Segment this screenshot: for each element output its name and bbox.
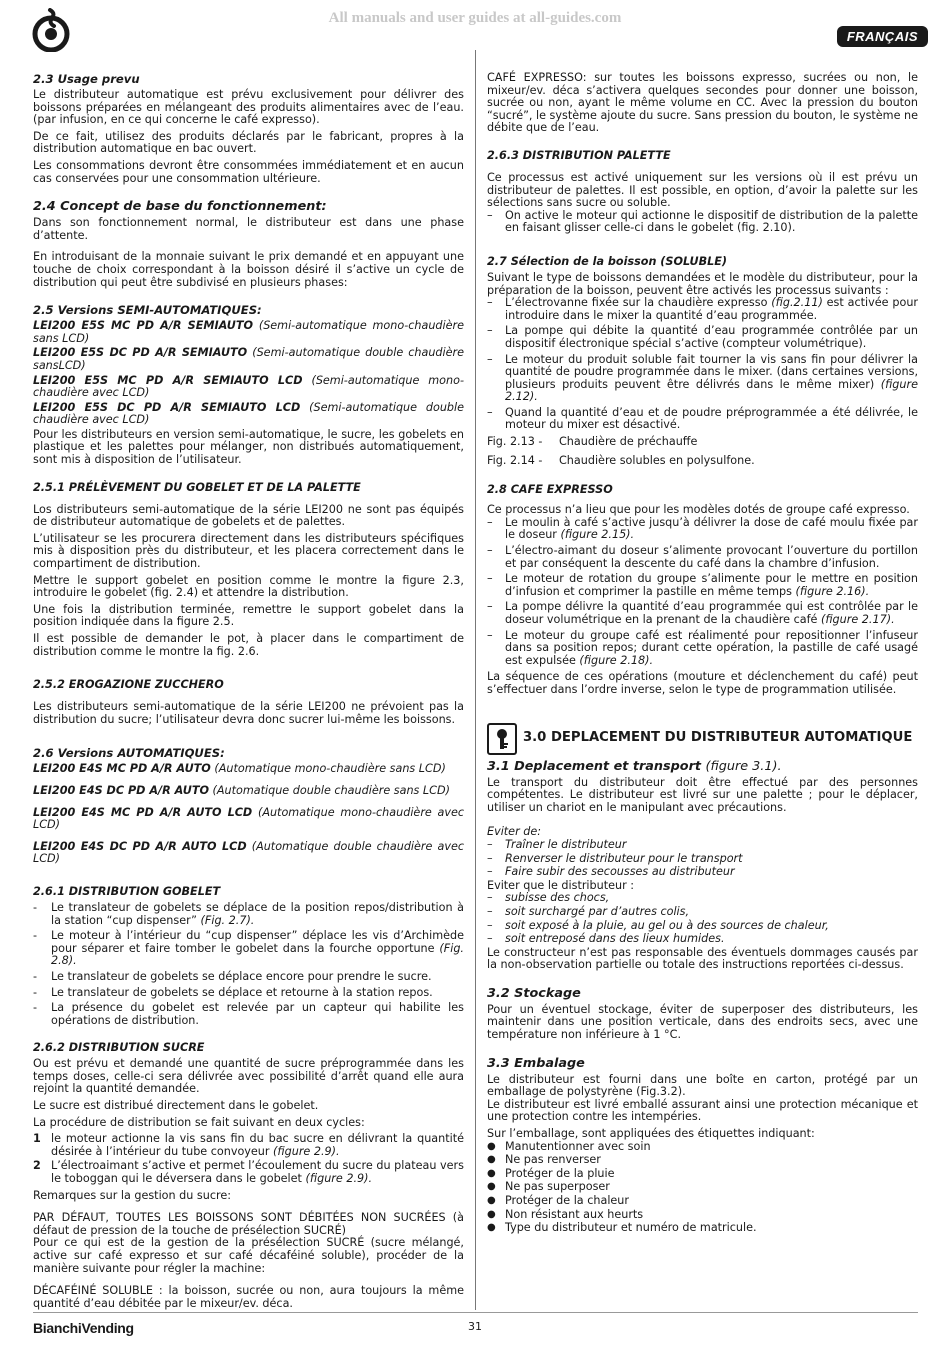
- step-list: [487, 210, 918, 235]
- list-item: – soit entreposé dans des lieux humides.: [487, 933, 918, 946]
- step-list: [487, 297, 918, 432]
- column-divider: [475, 50, 476, 1310]
- paragraph: Le transport du distributeur doit être effectué par des personnes compétentes. Le distributeur est livré sur une palette ; pour le déplacer, utiliser un chariot en le manipulant avec précautions.: [487, 775, 918, 814]
- bianchi-logo-icon: [30, 8, 72, 52]
- right-column: [487, 72, 918, 1236]
- key-icon: [487, 723, 517, 755]
- list-item: ● Ne pas renverser: [487, 1154, 918, 1167]
- model-name: LEI200 E4S MC PD A/R AUTO: [33, 762, 211, 776]
- list-item: – L’électrovanne fixée sur la chaudière expresso (fig.2.11) est activée pour introduire dans le mixer la quantité d’eau programmée.: [487, 297, 918, 322]
- model-name: LEI200 E5S DC PD A/R SEMIAUTO: [33, 346, 248, 360]
- model-desc: (Automatique mono-chaudière avec LCD): [33, 805, 465, 832]
- cycle-list: [33, 1133, 464, 1185]
- model-entry: [33, 807, 464, 832]
- model-name: LEI200 E5S DC PD A/R SEMIAUTO LCD: [33, 400, 301, 414]
- paragraph: Eviter que le distributeur :: [487, 878, 635, 892]
- paragraph: Le distributeur est fourni dans une boîte en carton, protégé par un emballage de polystyrène (Fig.3.2).: [487, 1072, 918, 1099]
- paragraph: Remarques sur la gestion du sucre:: [33, 1188, 231, 1202]
- paragraph: Le distributeur automatique est prévu exclusivement pour délivrer des boissons préparées en mélangeant des produits alimentaires avec de l’eau. (par infusion, en ce qui concerne le café expresso).: [33, 88, 464, 127]
- paragraph: Sur l’emballage, sont appliquées des étiquettes indiquant:: [487, 1127, 815, 1141]
- model-entry: [33, 841, 464, 866]
- list-item: 2 L’électroaimant s’active et permet l’écoulement du sucre du plateau vers le toboggan qui le déversera dans le gobelet (figure 2.9).: [33, 1159, 464, 1186]
- paragraph: Le constructeur n’est pas responsable des éventuels dommages causés par la non-observation partielle ou totale des instructions reportées ci-dessus.: [487, 945, 918, 972]
- paragraph: Le distributeur est livré emballé assurant ainsi une protection mécanique et une protection contre les intempéries.: [487, 1097, 918, 1124]
- paragraph: Los distributeurs semi-automatique de la série LEI200 ne sont pas équipés de distributeur automatique de gobelets et de palettes.: [33, 502, 464, 529]
- footer-rule: [33, 1312, 918, 1313]
- brand-logo: BianchiVending: [33, 1320, 134, 1336]
- model-desc: (Automatique mono-chaudière sans LCD): [214, 762, 446, 776]
- list-item: ● Protéger de la chaleur: [487, 1195, 918, 1208]
- paragraph: En introduisant de la monnaie suivant le prix demandé et en appuyant une touche de choix correspondant à la boisson désiré il s’active un cycle de distribution qui peut être subdivisé en plusieurs phases:: [33, 250, 464, 289]
- paragraph: Dans son fonctionnement normal, le distributeur est dans une phase d’attente.: [33, 216, 464, 242]
- list-item: – Le moteur de rotation du groupe s’alimente pour le mettre en position d’infusion et comprimer la pastille en même temps (figure 2.16).: [487, 573, 918, 598]
- section-title: 2.3 Usage prevu: [33, 72, 140, 86]
- model-desc: (Semi-automatique double chaudière sansLCD): [33, 346, 465, 372]
- paragraph: Une fois la distribution terminée, remettre le support gobelet dans la position indiquée dans la figure 2.5.: [33, 602, 464, 629]
- list-item: – soit surchargé par d’autres colis,: [487, 906, 918, 919]
- page-number: 31: [468, 1320, 482, 1333]
- section-title: 2.5.2 EROGAZIONE ZUCCHERO: [33, 678, 224, 692]
- model-entry: [33, 320, 464, 345]
- section-title: 2.7 Sélection de la boisson (SOLUBLE): [487, 254, 727, 268]
- section-title: 2.6.3 DISTRIBUTION PALETTE: [487, 148, 671, 162]
- paragraph: La procédure de distribution se fait suivant en deux cycles:: [33, 1115, 365, 1129]
- model-desc: (Semi-automatique mono-chaudière avec LCD): [33, 373, 464, 400]
- watermark-banner: All manuals and user guides at all-guides.com: [328, 10, 622, 26]
- section-title: 2.6 Versions AUTOMATIQUES:: [33, 746, 225, 761]
- model-name: LEI200 E4S DC PD A/R AUTO: [33, 783, 209, 797]
- left-column: [33, 72, 464, 1314]
- model-name: LEI200 E5S MC PD A/R SEMIAUTO LCD: [33, 373, 303, 387]
- list-item: – Traîner le distributeur: [487, 839, 918, 852]
- list-item: – Faire subir des secousses au distributeur: [487, 866, 918, 879]
- model-name: LEI200 E4S MC PD A/R AUTO LCD: [33, 805, 253, 819]
- section-title: 3.2 Stockage: [487, 985, 581, 1001]
- paragraph: Ce processus n’a lieu que pour les modèles dotés de groupe café expresso.: [487, 503, 910, 517]
- list-item: ● Manutentionner avec soin: [487, 1141, 918, 1154]
- list-item: – Renverser le distributeur pour le transport: [487, 853, 918, 866]
- label-list: [487, 1141, 918, 1235]
- model-name: LEI200 E4S DC PD A/R AUTO LCD: [33, 839, 247, 853]
- paragraph: Ou est prévu et demandé une quantité de sucre préprogrammée dans les temps doses, celle-ci sera délivrée avec possibilité d’arrêt quand elle aura rejoint la quantité demandée.: [33, 1057, 464, 1096]
- section-title: 3.3 Embalage: [487, 1055, 585, 1071]
- model-entry: [33, 785, 464, 798]
- list-item: – Le moulin à café s’active jusqu’à délivrer la dose de café moulu fixée par le doseur (figure 2.15).: [487, 517, 918, 542]
- list-item: – Le moteur du groupe café est réalimenté pour repositionner l’infuseur dans sa position repos; durant cette opération, la pastille de café usagé est expulsée (figure 2.18).: [487, 630, 918, 668]
- list-item: – soit exposé à la pluie, au gel ou à des sources de chaleur,: [487, 920, 918, 933]
- list-item: – On active le moteur qui actionne le dispositif de distribution de la palette en faisant glisser celle-ci dans le gobelet (fig. 2.10).: [487, 210, 918, 235]
- list-item: – La pompe qui débite la quantité d’eau programmée contrôlée par un dispositif électronique spécial s’active (compteur volumétrique).: [487, 325, 918, 350]
- paragraph: L’utilisateur se les procurera directement dans les distributeurs spécifiques mis à disposition près du distributeur, et les placera correctement dans le compartiment de distribution.: [33, 531, 464, 571]
- list-item: - Le moteur à l’intérieur du “cup dispenser” déplace les vis d’Archimède pour séparer et faire tomber le gobelet dans la fourche opportune (Fig. 2.8).: [33, 930, 464, 968]
- list-item: – subisse des chocs,: [487, 892, 918, 905]
- list-item: ● Protéger de la pluie: [487, 1168, 918, 1181]
- model-name: LEI200 E5S MC PD A/R SEMIAUTO: [33, 319, 254, 333]
- figure-caption: Fig. 2.13 - Chaudière de préchauffe: [487, 435, 698, 449]
- avoid-list: [487, 839, 918, 879]
- list-item: – Le moteur du produit soluble fait tourner la vis sans fin pour délivrer la quantité de poudre programmée dans le mixer. (dans certaines versions, plusieurs produits peuvent être délivrés dans le même mixer) (figure 2.12).: [487, 354, 918, 404]
- paragraph: Il est possible de demander le pot, à placer dans le compartiment de distribution comme le montre la fig. 2.6.: [33, 632, 464, 658]
- paragraph: Mettre le support gobelet en position comme le montre la figure 2.3, introduire le gobelet (fig. 2.4) et attendre la distribution.: [33, 573, 464, 600]
- step-list: [33, 902, 464, 1027]
- list-item: ● Ne pas superposer: [487, 1181, 918, 1194]
- model-desc: (Semi-automatique mono-chaudière sans LCD): [33, 319, 464, 345]
- model-entry: [33, 763, 464, 776]
- paragraph: Pour un éventuel stockage, éviter de superposer des distributeurs, les maintenir dans une position verticale, dans des endroits secs, avec une température non inférieure à 1 °C.: [487, 1002, 918, 1042]
- list-item: ● Type du distributeur et numéro de matricule.: [487, 1222, 918, 1235]
- section-title: 2.5.1 PRÉLÈVEMENT DU GOBELET ET DE LA PALETTE: [33, 480, 361, 494]
- list-item: – L’électro-aimant du doseur s’alimente provocant l’ouverture du portillon et par conséquent la descente du café dans la chambre d’infusion.: [487, 545, 918, 570]
- figure-caption: Fig. 2.14 - Chaudière solubles en polysulfone.: [487, 453, 755, 467]
- avoid-list: [487, 892, 918, 945]
- list-item: – Quand la quantité d’eau et de poudre préprogrammée a été délivrée, le moteur du mixer est désactivé.: [487, 407, 918, 432]
- paragraph: PAR DÉFAUT, TOUTES LES BOISSONS SONT DÉBITÉES NON SUCRÉES (à défaut de pression de la touche de présélection SUCRÉ): [33, 1211, 464, 1237]
- paragraph: Pour ce qui est de la gestion de la présélection SUCRÉ (sucre mélangé, active sur café expresso et sur café décaféiné soluble), procéder de la manière suivante pour régler la machine:: [33, 1236, 464, 1275]
- paragraph: CAFÉ EXPRESSO: sur toutes les boissons expresso, sucrées ou non, le mixeur/ev. déca s’activera quelques secondes pour donner une boisson, sucrée ou non, ayant le même volume en CC. Avec la pression du bouton “sucré”, le système ajoute du sucre. Sans pression du bouton, le système ne débite que de l’eau.: [487, 71, 918, 135]
- list-item: – La pompe délivre la quantité d’eau programmée qui est contrôlée par le doseur volumétrique en la prenant de la chaudière café (figure 2.17).: [487, 601, 918, 626]
- step-list: [487, 517, 918, 668]
- list-item: - Le translateur de gobelets se déplace encore pour prendre le sucre.: [33, 971, 464, 984]
- model-desc: (Automatique double chaudière sans LCD): [212, 783, 450, 797]
- list-item: ● Non résistant aux heurts: [487, 1209, 918, 1222]
- model-desc: (Semi-automatique double chaudière avec LCD): [33, 400, 464, 427]
- language-badge: FRANÇAIS: [837, 26, 928, 47]
- paragraph: La séquence de ces opérations (mouture et déclenchement du café) peut s’effectuer dans l’ordre inverse, selon le type de programmation utilisée.: [487, 670, 918, 696]
- section-title: 3.1 Deplacement et transport (figure 3.1).: [487, 758, 782, 774]
- model-entry: [33, 402, 464, 427]
- paragraph: Les distributeurs semi-automatique de la série LEI200 ne prévoient pas la distribution du sucre; l’utilisateur devra donc sucrer lui-même les boissons.: [33, 700, 464, 726]
- paragraph: DÉCAFÉINÉ SOLUBLE : la boisson, sucrée ou non, aura toujours la même quantité d’eau débitée par le mixeur/ev. déca.: [33, 1284, 464, 1310]
- paragraph: Les consommations devront être consommées immédiatement et en aucun cas conservées pour une consommation ultérieure.: [33, 158, 464, 185]
- chapter-title: 3.0 DEPLACEMENT DU DISTRIBUTEUR AUTOMATIQUE: [523, 730, 913, 746]
- paragraph: De ce fait, utilisez des produits déclarés par le fabricant, propres à la distribution automatique en bac ouvert.: [33, 129, 464, 156]
- chapter-heading: [487, 723, 918, 755]
- paragraph: Suivant le type de boissons demandées et le modèle du distributeur, pour la préparation de la boisson, peuvent être activés les processus suivants :: [487, 270, 918, 297]
- section-title: 2.6.1 DISTRIBUTION GOBELET: [33, 884, 221, 898]
- list-item: - La présence du gobelet est relevée par un capteur qui habilite les opérations de distribution.: [33, 1002, 464, 1027]
- paragraph: Pour les distributeurs en version semi-automatique, le sucre, les gobelets en plastique et les palettes pour mélanger, non distribués automatiquement, sont mis à disposition de l’utilisateur.: [33, 427, 464, 467]
- section-title: 2.5 Versions SEMI-AUTOMATIQUES:: [33, 303, 262, 318]
- section-title: 2.6.2 DISTRIBUTION SUCRE: [33, 1041, 205, 1055]
- paragraph: Ce processus est activé uniquement sur les versions où il est prévu un distributeur de palettes. Il est possible, en option, d’avoir la palette sur les sélections sans sucre ou soluble.: [487, 170, 918, 210]
- paragraph: Eviter de:: [487, 825, 541, 839]
- list-item: - Le translateur de gobelets se déplace de la position repos/distribution à la station “cup dispenser” (Fig. 2.7).: [33, 902, 464, 927]
- model-entry: [33, 375, 464, 400]
- paragraph: Le sucre est distribué directement dans le gobelet.: [33, 1099, 319, 1113]
- section-title: 2.4 Concept de base du fonctionnement:: [33, 199, 327, 215]
- list-item: - Le translateur de gobelets se déplace et retourne à la station repos.: [33, 987, 464, 1000]
- list-item: 1 le moteur actionne la vis sans fin du bac sucre en délivrant la quantité désirée à l’intérieur du tube convoyeur (figure 2.9).: [33, 1132, 464, 1158]
- model-desc: (Automatique double chaudière avec LCD): [33, 839, 464, 866]
- section-title: 2.8 CAFE EXPRESSO: [487, 483, 613, 497]
- model-entry: [33, 347, 464, 372]
